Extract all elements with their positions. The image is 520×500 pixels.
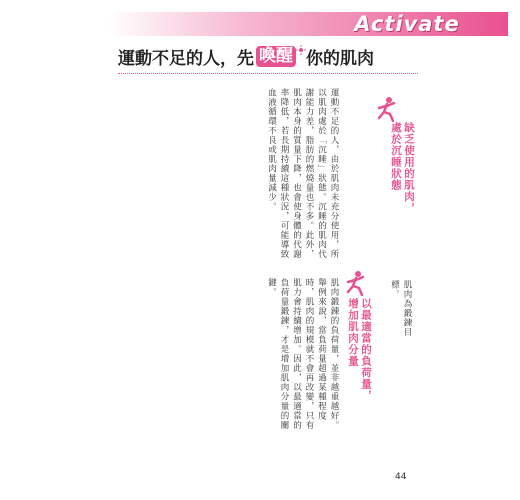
running-person-icon	[375, 96, 399, 122]
title-divider	[118, 73, 418, 74]
section-heading-2: 以最適當的負荷量， 增加肌肉分量	[347, 298, 372, 402]
activate-label: Activate	[354, 12, 460, 36]
title-highlight: 喚醒	[256, 46, 296, 67]
sun-icon	[296, 45, 306, 55]
page-title	[118, 44, 418, 68]
section-heading-1: 缺乏使用的肌肉， 處於沉睡狀態	[390, 122, 415, 214]
title-before: 運動不足的人，先	[118, 48, 254, 69]
body-text-column-top: 運動不足的人，由於肌肉未充分使用，所以肌肉處於「沉睡」狀態。沉睡的肌肉代謝能力差，脂肪的燃燒量也不多。此外，肌肉本身的質量下降，也會使身體的代謝率降低，若長期持續這種狀況，可能導致血液循環不良或肌肉量減少。	[266, 88, 339, 259]
body-text-column-fragment: 肌肉為鍛鍊目標。	[389, 280, 412, 337]
running-person-icon	[344, 270, 368, 296]
title-after: 你的肌肉	[306, 48, 374, 69]
body-text-column-bottom: 肌肉鍛鍊的負荷量，並非越重越好。舉例來說，當負荷量超過某種程度時，肌肉的規模就不會再改變，只有肌力會持續增加。因此，以最適當的負荷量鍛鍊，才是增加肌肉分量的關鍵。	[266, 278, 339, 430]
page-number: 44	[395, 472, 407, 482]
